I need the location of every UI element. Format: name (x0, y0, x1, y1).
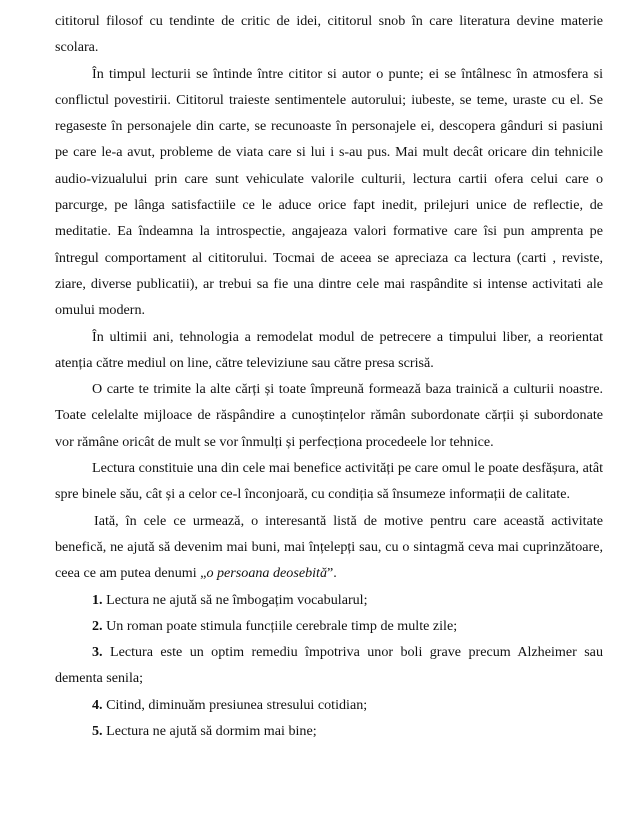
paragraph: O carte te trimite la alte cărți și toate împreună formează baza trainică a culturii noastre. Toate celelalte mijloace de răspândire a cunoștințelor rămân subordonate cărții și subordonate vor rămâne oricât de mult se vor înmulți și perfecționa procedeele lor tehnice. (55, 381, 603, 450)
paragraph: În ultimii ani, tehnologia a remodelat modul de petrecere a timpului liber, a reorientat atenția către mediul on line, către televiziune sau către presa scrisă. (55, 328, 603, 371)
paragraph: cititorul filosof cu tendinte de critic de idei, cititorul snob în care literatura devine materie scolara. (55, 13, 603, 56)
quote-close: ”. (327, 565, 337, 582)
list-text: Un roman poate stimula funcțiile cerebrale timp de multe zile; (102, 617, 458, 634)
list-item (55, 639, 603, 692)
list-number: 5. (92, 723, 103, 740)
list-text: Lectura ne ajută să ne îmbogațim vocabularul; (102, 591, 368, 608)
paragraph (55, 508, 603, 587)
list-text: Lectura este un optim remediu împotriva unor boli grave precum Alzheimer sau dementa senila; (55, 644, 603, 687)
list-number: 4. (92, 696, 103, 713)
list-item (55, 587, 603, 613)
paragraph: În timpul lecturii se întinde între cititor si autor o punte; ei se întâlnesc în atmosfera si conflictul povestirii. Cititorul traieste sentimentele autorului; iubeste, se teme, uraste cu el. Se regaseste în personajele din carte, se recunoaste în personajele ei, descopera gânduri si pasiuni pe care le-a avut, probleme de viata care si lui i s-au pus. Mai mult decât oricare din tehnicile audio-vizualului prin care sunt vehiculate valorile culturii, lectura cartii ofera celui care o parcurge, pe lânga satisfactiile ce le aduce orice fapt inedit, prilejuri unice de reflectie, de meditatie. Ea îndeamna la introspectie, angajeaza valori formative care îsi pun amprenta pe întregul comportament al cititorului. Tocmai de aceea se apreciaza ca lectura (carti , reviste, ziare, diverse publicatii), ar trebui sa fie una dintre cele mai raspândite si intense activitati ale omului modern. (55, 65, 603, 319)
list-number: 1. (92, 591, 103, 608)
list-item (55, 692, 603, 718)
emphasized-phrase: o persoana deosebită (206, 565, 328, 582)
document-page (55, 8, 603, 744)
list-number: 3. (92, 644, 103, 661)
list-item (55, 718, 603, 744)
paragraph-text: Iată, în cele ce urmează, o interesantă listă de motive pentru care această activitate benefică, ne ajută să devenim mai buni, mai înțelepți sau, cu o sintagmă ceva mai cuprinzătoare, ceea ce am putea denumi (55, 512, 603, 582)
list-text: Citind, diminuăm presiunea stresului cotidian; (102, 696, 368, 713)
quote-open: „ (200, 565, 207, 582)
list-number: 2. (92, 617, 103, 634)
list-item (55, 613, 603, 639)
list-text: Lectura ne ajută să dormim mai bine; (102, 723, 317, 740)
paragraph: Lectura constituie una din cele mai benefice activități pe care omul le poate desfășura, atât spre binele său, cât și a celor ce-l înconjoară, cu condiția să însumeze informații de calitate. (55, 460, 603, 503)
